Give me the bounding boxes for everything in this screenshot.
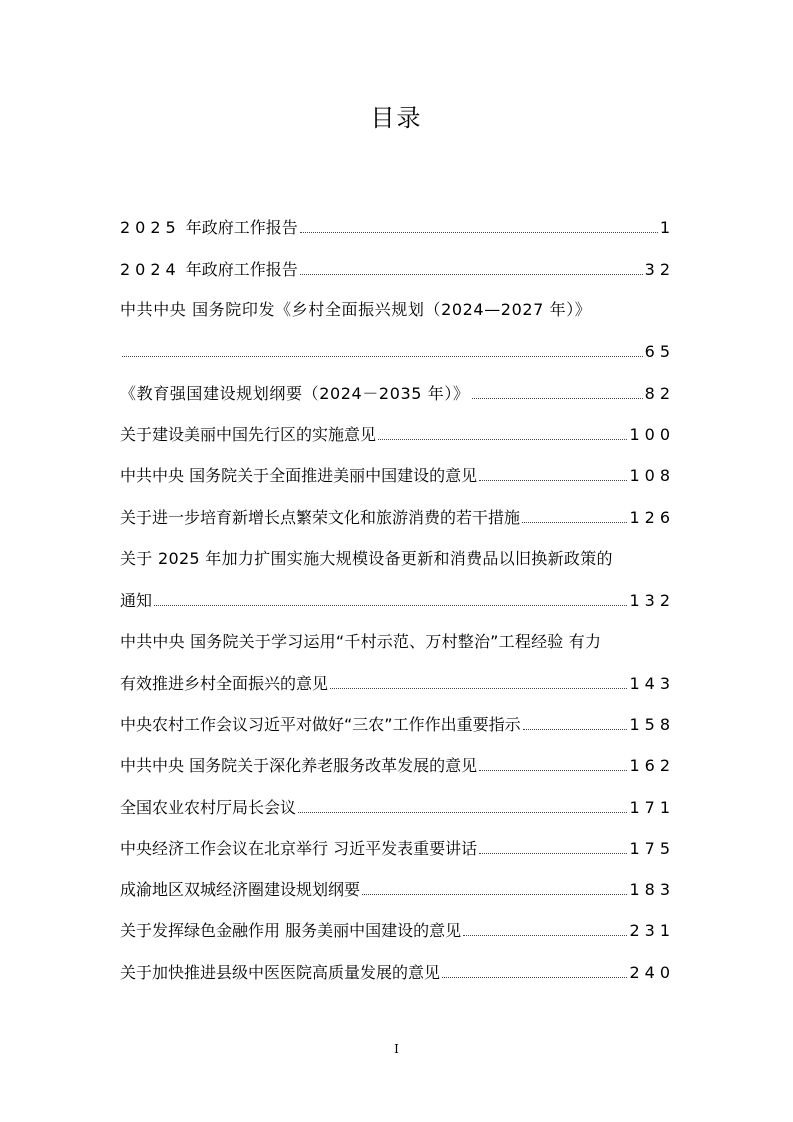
toc-page-number: 132 xyxy=(629,591,675,610)
toc-line xyxy=(120,876,675,900)
dot-leader xyxy=(442,977,627,978)
toc-entry-title xyxy=(120,218,298,238)
toc-page-number: 158 xyxy=(629,715,675,734)
dot-leader xyxy=(523,729,628,730)
toc-entry-title: 中共中央 国务院关于全面推进美丽中国建设的意见 xyxy=(120,466,478,485)
toc-entry-title xyxy=(120,260,298,280)
dot-leader xyxy=(362,894,627,895)
toc-page-number: 1 xyxy=(659,218,675,237)
toc-entry-year: 2024 xyxy=(120,260,181,279)
toc-line xyxy=(120,752,675,776)
toc-line xyxy=(120,380,675,404)
toc-page-number: 82 xyxy=(644,384,675,403)
toc-page-number: 162 xyxy=(629,756,675,775)
toc-line xyxy=(120,959,675,983)
toc-page-number: 231 xyxy=(629,921,675,940)
toc-line xyxy=(120,545,670,569)
toc-entry-title: 成渝地区双城经济圈建设规划纲要 xyxy=(120,880,361,899)
toc-line xyxy=(120,504,675,528)
page-footer-number: I xyxy=(394,1042,399,1056)
toc-page-number: 143 xyxy=(629,674,675,693)
toc-entry-title: 中共中央 国务院关于学习运用“千村示范、万村整治”工程经验 有力 xyxy=(120,632,602,651)
toc-line xyxy=(120,421,675,445)
toc-entry-title: 关于发挥绿色金融作用 服务美丽中国建设的意见 xyxy=(120,921,462,940)
dot-leader xyxy=(479,480,627,481)
dot-leader xyxy=(472,398,643,399)
dot-leader xyxy=(378,439,627,440)
toc-entry-title: 全国农业农村厅局长会议 xyxy=(120,798,297,817)
toc-page-number: 32 xyxy=(644,260,675,279)
dot-leader xyxy=(463,935,627,936)
toc-page-number: 183 xyxy=(629,880,675,899)
toc-line xyxy=(120,628,670,652)
toc-line xyxy=(120,711,675,735)
page-title: 目录 xyxy=(370,104,423,132)
toc-page-number: 240 xyxy=(629,963,675,982)
dot-leader xyxy=(122,356,643,357)
toc-entry-title: 《教育强国建设规划纲要（2024－2035 年）》 xyxy=(120,384,470,403)
toc-line xyxy=(120,256,675,280)
dot-leader xyxy=(330,688,627,689)
dot-leader xyxy=(522,522,627,523)
toc-page-number: 65 xyxy=(644,342,675,361)
toc-line xyxy=(120,296,670,320)
toc-line xyxy=(120,338,675,362)
toc-entry-title-text: 年政府工作报告 xyxy=(180,260,298,279)
toc-page-number: 175 xyxy=(629,839,675,858)
toc-entry-title: 中共中央 国务院印发《乡村全面振兴规划（2024—2027 年）》 xyxy=(120,300,592,319)
toc-page-number: 126 xyxy=(629,508,675,527)
toc-entry-year: 2025 xyxy=(120,218,181,237)
toc-page-number: 108 xyxy=(629,466,675,485)
toc-entry-title: 中共中央 国务院关于深化养老服务改革发展的意见 xyxy=(120,756,478,775)
dot-leader xyxy=(479,853,627,854)
toc-entry-title: 关于加快推进县级中医医院高质量发展的意见 xyxy=(120,963,441,982)
dot-leader xyxy=(300,274,643,275)
toc-entry-title: 中央经济工作会议在北京举行 习近平发表重要讲话 xyxy=(120,839,478,858)
toc-line xyxy=(120,462,675,486)
toc-line xyxy=(120,670,675,694)
dot-leader xyxy=(298,812,627,813)
toc-entry-title-continued: 通知 xyxy=(120,591,153,610)
toc-line xyxy=(120,835,675,859)
toc-entry-title: 关于建设美丽中国先行区的实施意见 xyxy=(120,425,377,444)
toc-line xyxy=(120,794,675,818)
dot-leader xyxy=(300,232,658,233)
toc-entry-title-text: 年政府工作报告 xyxy=(180,218,298,237)
toc-line xyxy=(120,214,675,238)
dot-leader xyxy=(154,605,627,606)
toc-page-number: 100 xyxy=(629,425,675,444)
toc-entry-title: 关于 2025 年加力扩围实施大规模设备更新和消费品以旧换新政策的 xyxy=(120,549,613,568)
toc-line xyxy=(120,917,675,941)
toc-line xyxy=(120,587,675,611)
toc-page-number: 171 xyxy=(629,798,675,817)
toc-entry-title-continued: 有效推进乡村全面振兴的意见 xyxy=(120,674,329,693)
toc-entry-title: 关于进一步培育新增长点繁荣文化和旅游消费的若干措施 xyxy=(120,508,521,527)
dot-leader xyxy=(479,770,627,771)
toc-entry-title: 中央农村工作会议习近平对做好“三农”工作作出重要指示 xyxy=(120,715,521,734)
